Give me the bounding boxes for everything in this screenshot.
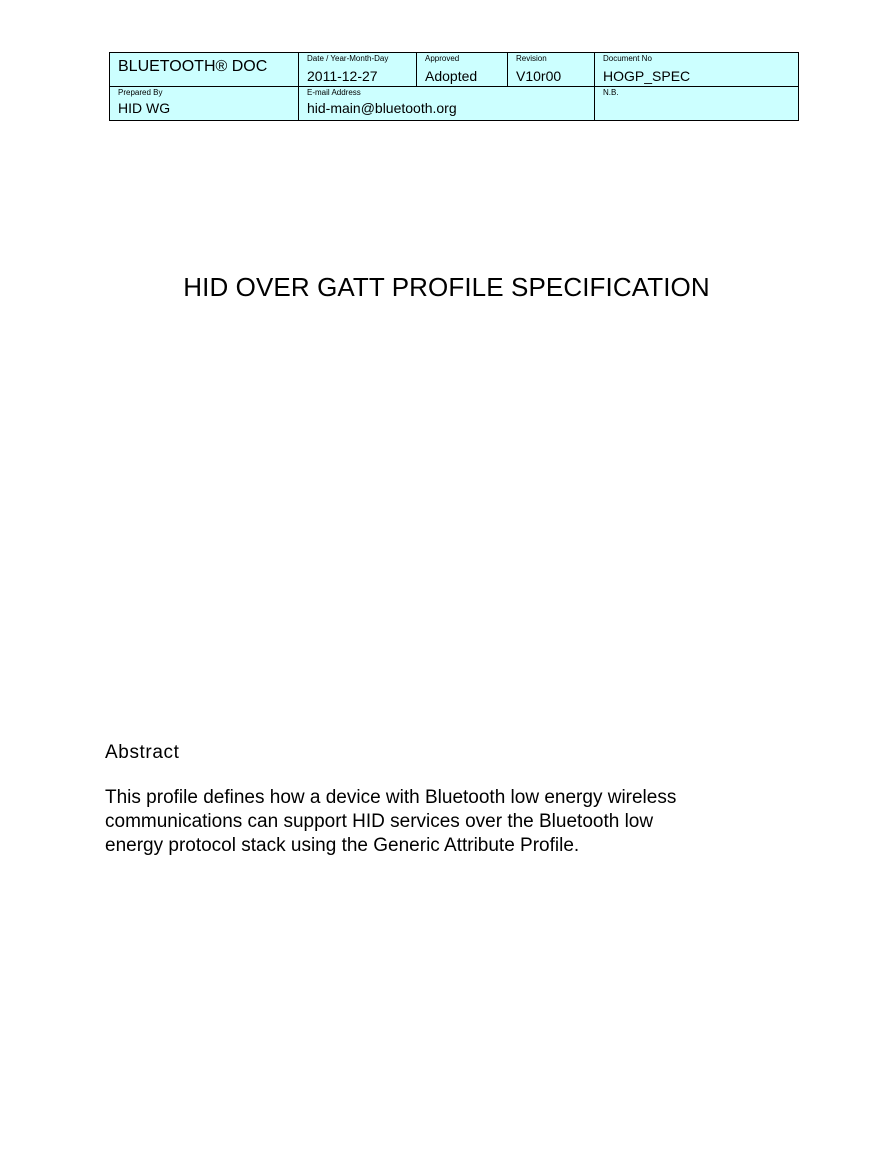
abstract-line: This profile defines how a device with Bluetooth low energy wireless xyxy=(105,787,677,808)
date-label: Date / Year-Month-Day xyxy=(307,54,389,63)
date-cell xyxy=(299,53,417,87)
prepared-by-value: HID WG xyxy=(118,100,171,116)
document-header-table xyxy=(109,52,799,121)
email-value: hid-main@bluetooth.org xyxy=(307,100,457,116)
doc-type: BLUETOOTH® DOC xyxy=(118,58,268,75)
nb-label: N.B. xyxy=(603,88,619,97)
doc-type-cell xyxy=(110,53,299,87)
document-no-label: Document No xyxy=(603,54,652,63)
revision-label: Revision xyxy=(516,54,547,63)
approved-cell xyxy=(417,53,508,87)
nb-cell xyxy=(595,87,799,121)
abstract-heading: Abstract xyxy=(105,742,180,763)
abstract-line: communications can support HID services over the Bluetooth low xyxy=(105,811,654,832)
abstract-body xyxy=(105,786,765,858)
approved-label: Approved xyxy=(425,54,460,63)
date-value: 2011-12-27 xyxy=(307,68,378,84)
document-no-value: HOGP_SPEC xyxy=(603,68,691,84)
prepared-by-cell xyxy=(110,87,299,121)
approved-value: Adopted xyxy=(425,68,478,84)
revision-value: V10r00 xyxy=(516,68,562,84)
email-label: E-mail Address xyxy=(307,88,361,97)
prepared-by-label: Prepared By xyxy=(118,88,163,97)
document-title: HID OVER GATT PROFILE SPECIFICATION xyxy=(183,272,710,302)
email-cell xyxy=(299,87,595,121)
revision-cell xyxy=(508,53,595,87)
abstract-line: energy protocol stack using the Generic Attribute Profile. xyxy=(105,835,580,856)
document-no-cell xyxy=(595,53,799,87)
